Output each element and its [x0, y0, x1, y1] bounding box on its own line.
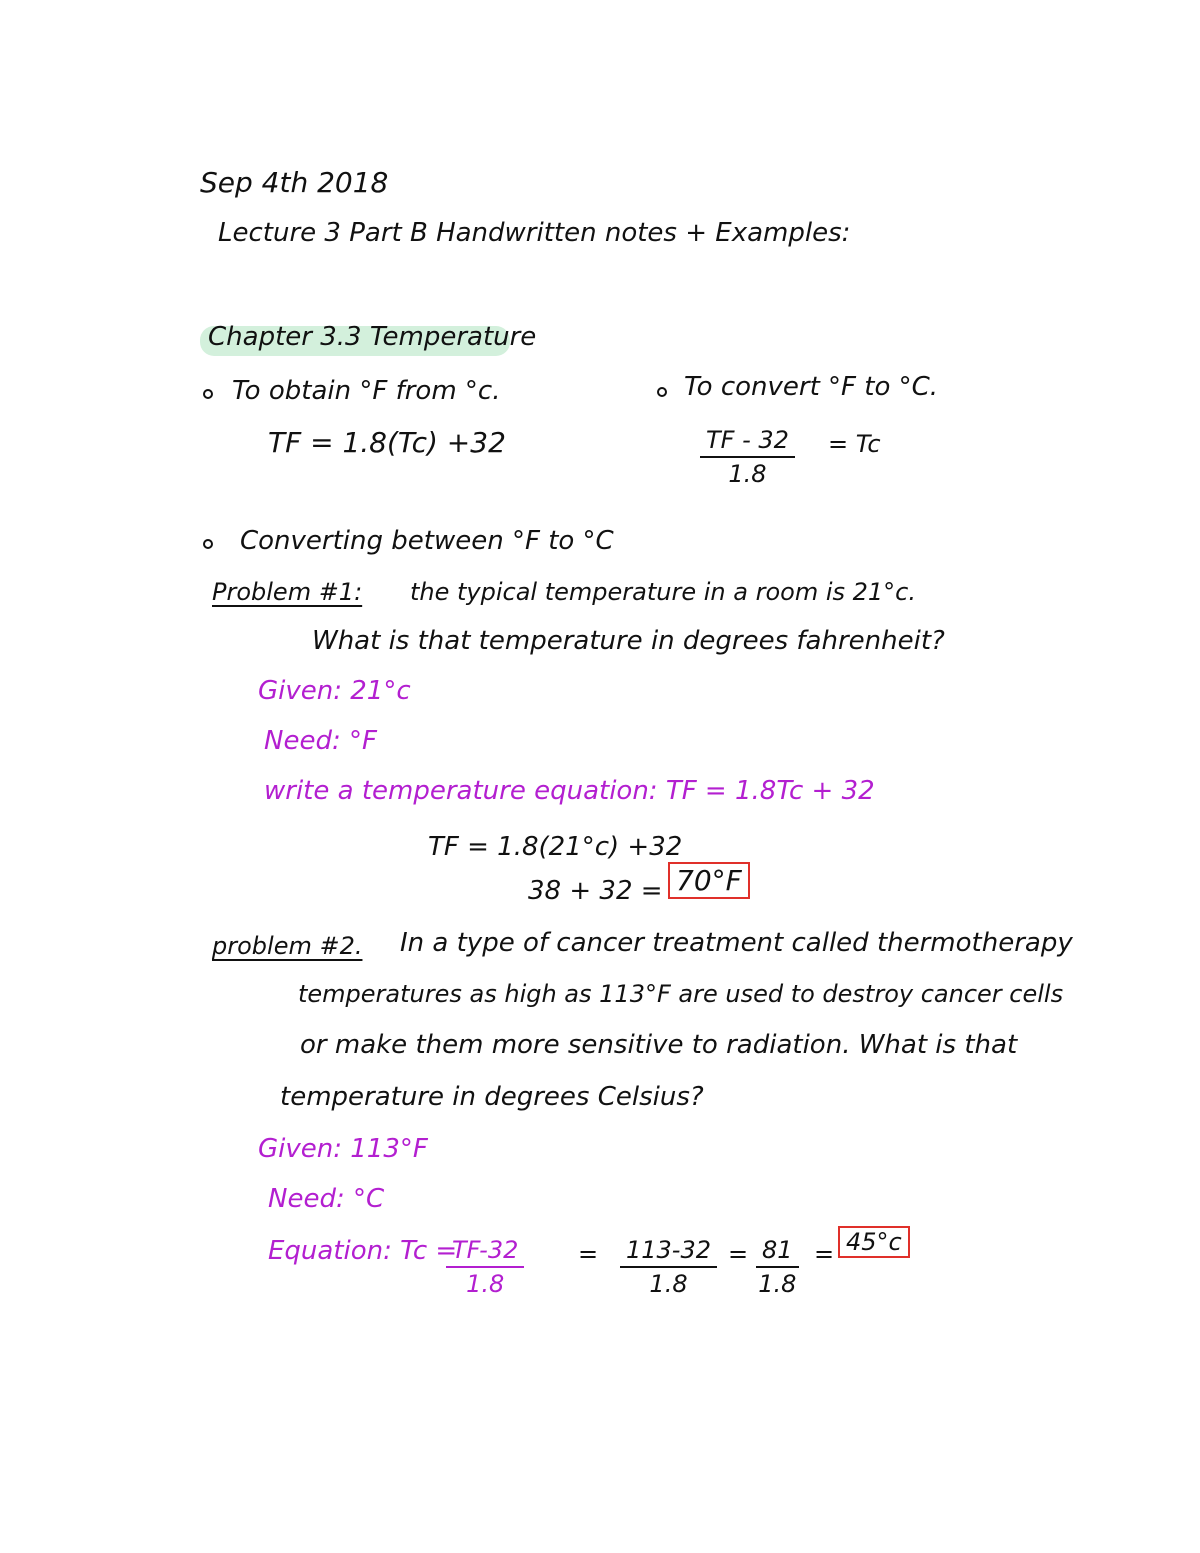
fraction-denominator: 1.8	[466, 1270, 505, 1298]
problem1-answer-box	[668, 862, 750, 899]
problem2-equation-fraction	[446, 1236, 524, 1298]
problem2-label: problem #2.	[212, 932, 363, 960]
fraction-denominator: 1.8	[758, 1270, 797, 1298]
problem2-given: Given: 113°F	[258, 1134, 428, 1164]
problem2-answer-box	[838, 1226, 910, 1258]
formula-right-fraction	[700, 426, 795, 488]
problem1-answer: 70°F	[676, 864, 742, 897]
date-line: Sep 4th 2018	[200, 166, 389, 199]
problem2-text-line3: or make them more sensitive to radiation. What is that	[300, 1030, 1018, 1060]
problem2-text-line1: In a type of cancer treatment called thermotherapy	[400, 928, 1073, 958]
fraction-denominator: 1.8	[649, 1270, 688, 1298]
problem1-text-line2: What is that temperature in degrees fahrenheit?	[312, 626, 945, 656]
bullet-dot	[657, 387, 667, 397]
fraction-numerator: 81	[756, 1236, 799, 1268]
problem2-equation-label: Equation: Tc =	[268, 1236, 458, 1266]
fraction-numerator: TF - 32	[700, 426, 795, 458]
problem2-text-line2: temperatures as high as 113°F are used to destroy cancer cells	[298, 980, 1064, 1008]
formula-left-label: To obtain °F from °c.	[232, 376, 501, 406]
fraction-denominator: 1.8	[728, 460, 767, 488]
problem1-text-line1: the typical temperature in a room is 21°c.	[410, 578, 916, 606]
problem2-result-fraction	[756, 1236, 799, 1298]
formula-right-label: To convert °F to °C.	[684, 372, 939, 402]
lecture-subtitle: Lecture 3 Part B Handwritten notes + Examples:	[218, 218, 851, 248]
chapter-title: Chapter 3.3 Temperature	[208, 322, 537, 352]
problem2-step-fraction	[620, 1236, 717, 1298]
problem2-text-line4: temperature in degrees Celsius?	[280, 1082, 704, 1112]
fraction-numerator: TF-32	[446, 1236, 524, 1268]
fraction-numerator: 113-32	[620, 1236, 717, 1268]
problem1-given: Given: 21°c	[258, 676, 411, 706]
formula-left-equation: TF = 1.8(Tc) +32	[268, 426, 506, 459]
problem2-need: Need: °C	[268, 1184, 385, 1214]
converting-heading: Converting between °F to °C	[240, 526, 614, 556]
bullet-dot	[203, 389, 213, 399]
problem2-equals: =	[728, 1240, 749, 1268]
problem2-equals: =	[578, 1240, 599, 1268]
formula-right-equals: = Tc	[828, 430, 881, 458]
problem1-equation-label: write a temperature equation: TF = 1.8Tc + 32	[264, 776, 875, 806]
problem1-step1: TF = 1.8(21°c) +32	[428, 832, 683, 862]
problem2-answer: 45°c	[846, 1228, 902, 1256]
problem1-need: Need: °F	[264, 726, 377, 756]
problem1-label: Problem #1:	[212, 578, 363, 606]
problem2-equals: =	[814, 1240, 835, 1268]
problem1-step2: 38 + 32 =	[528, 876, 663, 906]
bullet-dot	[203, 539, 213, 549]
